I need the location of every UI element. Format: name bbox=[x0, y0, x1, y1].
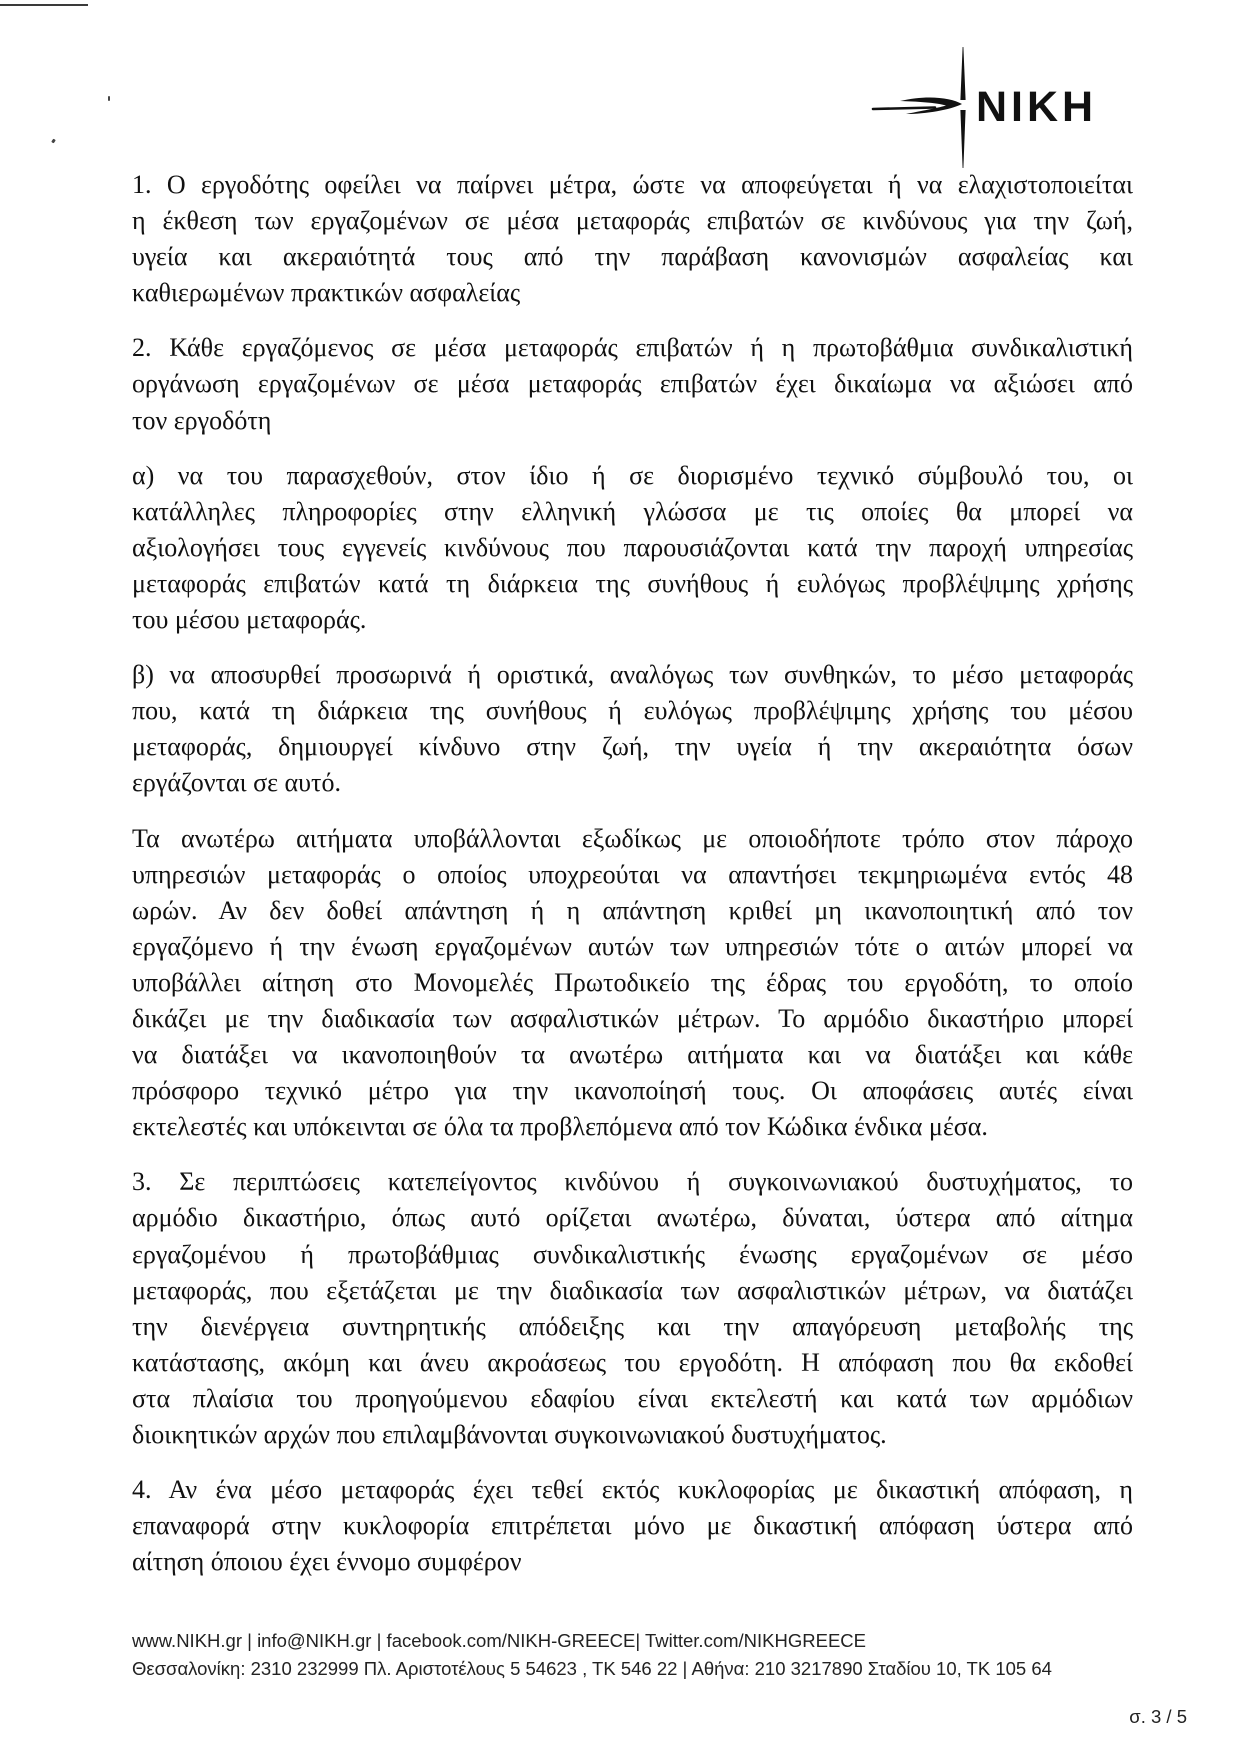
text-line: οργάνωση εργαζομένων σε μέσα μεταφοράς επιβατών έχει δικαίωμα να αξιώσει από bbox=[132, 369, 1133, 399]
paragraph-2b bbox=[132, 657, 1133, 801]
scan-speck bbox=[108, 96, 110, 101]
scan-speck bbox=[51, 139, 56, 144]
paragraph-2a bbox=[132, 458, 1133, 638]
text-line: 4. Αν ένα μέσο μεταφοράς έχει τεθεί εκτός κυκλοφορίας με δικαστική απόφαση, η bbox=[132, 1475, 1133, 1505]
text-line: κατάστασης, ακόμη και άνευ ακροάσεως του εργοδότη. Η απόφαση που θα εκδοθεί bbox=[132, 1347, 1133, 1377]
text-line: εκτελεστές και υπόκεινται σε όλα τα προβλεπόμενα από τον Κώδικα ένδικα μέσα. bbox=[132, 1112, 988, 1142]
text-line: μεταφοράς, δημιουργεί κίνδυνο στην ζωή, την υγεία ή την ακεραιότητα όσων bbox=[132, 732, 1133, 762]
logo-wordmark: NIKH bbox=[976, 83, 1098, 131]
paragraph-3 bbox=[132, 1164, 1133, 1453]
paragraph-4 bbox=[132, 1472, 1133, 1580]
paragraph-1 bbox=[132, 167, 1133, 311]
text-line: 1. Ο εργοδότης οφείλει να παίρνει μέτρα, ώστε να αποφεύγεται ή να ελαχιστοποιείται bbox=[132, 170, 1133, 199]
text-line: 2. Κάθε εργαζόμενος σε μέσα μεταφοράς επιβατών ή η πρωτοβάθμια συνδικαλιστική bbox=[132, 333, 1133, 363]
text-line: υποβάλλει αίτηση στο Μονομελές Πρωτοδικείο της έδρας του εργοδότη, το οποίο bbox=[132, 967, 1133, 997]
text-line: η έκθεση των εργαζομένων σε μέσα μεταφοράς επιβατών σε κινδύνους για την ζωή, bbox=[132, 206, 1133, 236]
logo-vertical-bar bbox=[960, 110, 965, 168]
logo-vertical-bar bbox=[960, 47, 965, 100]
text-line: δικάζει με την διαδικασία των ασφαλιστικών μέτρων. Το αρμόδιο δικαστήριο μπορεί bbox=[132, 1003, 1133, 1033]
logo bbox=[860, 40, 1110, 180]
arrow-swoosh-icon bbox=[873, 97, 962, 114]
footer-contact-line: www.NIKH.gr | info@NIKH.gr | facebook.com/NIKH-GREECE| Twitter.com/NIKHGREECE bbox=[132, 1630, 866, 1651]
text-line: υπηρεσιών μεταφοράς ο οποίος υποχρεούται να απαντήσει τεκμηριωμένα εντός 48 bbox=[132, 859, 1133, 889]
text-line: εργάζονται σε αυτό. bbox=[132, 768, 342, 798]
paragraph-2 bbox=[132, 330, 1133, 438]
logo-graphic bbox=[860, 40, 1110, 180]
text-line: αρμόδιο δικαστήριο, όπως αυτό ορίζεται ανωτέρω, δύναται, ύστερα από αίτημα bbox=[132, 1203, 1133, 1233]
document-body bbox=[132, 167, 1133, 1599]
text-line: αξιολογήσει τους εγγενείς κινδύνους που παρουσιάζονται κατά την παροχή υπηρεσίας bbox=[132, 532, 1133, 562]
text-line: καθιερωμένων πρακτικών ασφαλείας bbox=[132, 278, 521, 308]
text-line: αίτηση όποιου έχει έννομο συμφέρον bbox=[132, 1547, 522, 1577]
text-line: υγεία και ακεραιότητά τους από την παράβαση κανονισμών ασφαλείας και bbox=[132, 242, 1133, 272]
text-line: κατάλληλες πληροφορίες στην ελληνική γλώσσα με τις οποίες θα μπορεί να bbox=[132, 496, 1133, 526]
text-line: εργαζόμενο ή την ένωση εργαζομένων αυτών των υπηρεσιών τότε ο αιτών μπορεί να bbox=[132, 931, 1133, 961]
text-line: Τα ανωτέρω αιτήματα υποβάλλονται εξωδίκως με οποιοδήποτε τρόπο στον πάροχο bbox=[132, 823, 1133, 853]
text-line: διοικητικών αρχών που επιλαμβάνονται συγκοινωνιακού δυστυχήματος. bbox=[132, 1420, 887, 1449]
text-line: πρόσφορο τεχνικό μέτρο για την ικανοποίησή τους. Οι αποφάσεις αυτές είναι bbox=[132, 1076, 1133, 1106]
text-line: τον εργοδότη bbox=[132, 405, 272, 435]
scan-edge-line bbox=[0, 4, 88, 6]
page-number: σ. 3 / 5 bbox=[1129, 1706, 1187, 1727]
paragraph-requests bbox=[132, 821, 1133, 1146]
text-line: εργαζομένου ή πρωτοβάθμιας συνδικαλιστικής ένωσης εργαζομένων σε μέσο bbox=[132, 1239, 1133, 1269]
footer-address-line: Θεσσαλονίκη: 2310 232999 Πλ. Αριστοτέλους 5 54623 , ΤΚ 546 22 | Αθήνα: 210 3217890 Σταδίου 10, ΤΚ 105 64 bbox=[132, 1658, 1052, 1679]
text-line: β) να αποσυρθεί προσωρινά ή οριστικά, αναλόγως των συνθηκών, το μέσο μεταφοράς bbox=[132, 660, 1133, 690]
text-line: μεταφοράς επιβατών κατά τη διάρκεια της συνήθους ή ευλόγως προβλέψιμης χρήσης bbox=[132, 568, 1133, 598]
text-line: μεταφοράς, που εξετάζεται με την διαδικασία των ασφαλιστικών μέτρων, να διατάζει bbox=[132, 1275, 1133, 1305]
text-line: επαναφορά στην κυκλοφορία επιτρέπεται μόνο με δικαστική απόφαση ύστερα από bbox=[132, 1511, 1133, 1541]
text-line: α) να του παρασχεθούν, στον ίδιο ή σε διορισμένο τεχνικό σύμβουλό του, οι bbox=[132, 460, 1133, 490]
text-line: στα πλαίσια του προηγούμενου εδαφίου είναι εκτελεστή και κατά των αρμόδιων bbox=[132, 1383, 1133, 1413]
text-line: που, κατά τη διάρκεια της συνήθους ή ευλόγως προβλέψιμης χρήσης του μέσου bbox=[132, 696, 1133, 726]
text-line: να διατάξει να ικανοποιηθούν τα ανωτέρω αιτήματα και να διατάξει και κάθε bbox=[132, 1040, 1133, 1070]
text-line: ωρών. Αν δεν δοθεί απάντηση ή η απάντηση κριθεί μη ικανοποιητική από τον bbox=[132, 895, 1133, 925]
text-line: την διενέργεια συντηρητικής απόδειξης και την απαγόρευση μεταβολής της bbox=[132, 1311, 1133, 1341]
text-line: 3. Σε περιπτώσεις κατεπείγοντος κινδύνου ή συγκοινωνιακού δυστυχήματος, το bbox=[132, 1167, 1133, 1197]
text-line: του μέσου μεταφοράς. bbox=[132, 605, 367, 635]
